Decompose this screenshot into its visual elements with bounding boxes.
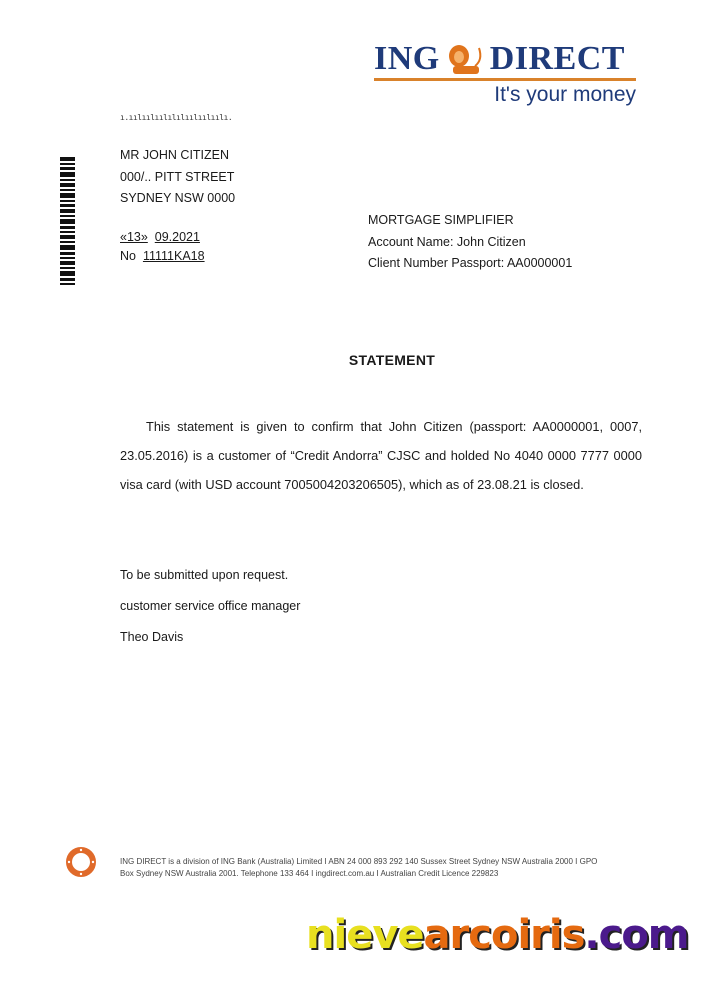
recipient-address xyxy=(120,145,235,210)
vertical-barcode xyxy=(60,157,75,285)
watermark-part-1: nieve xyxy=(306,912,424,958)
signatory-title: customer service office manager xyxy=(120,599,301,613)
footer-line-1: ING DIRECT is a division of ING Bank (Australia) Limited I ABN 24 000 893 292 140 Sussex Street Sydney NSW Australia 2000 I GPO xyxy=(120,857,598,866)
statement-body xyxy=(120,412,642,499)
recipient-city: SYDNEY NSW 0000 xyxy=(120,191,236,205)
footer-line-2: Box Sydney NSW Australia 2001. Telephone 133 464 I ingdirect.com.au I Australian Credit Licence 229823 xyxy=(120,869,499,878)
account-name: Account Name: John Citizen xyxy=(368,234,526,249)
ing-direct-logo xyxy=(374,40,638,107)
watermark-part-3: .com xyxy=(584,912,689,958)
statement-text: This statement is given to confirm that John Citizen (passport: AA0000001, 0007, 23.05.2016) is a customer of “Credit Andorra” CJSC and holded No 4040 0000 7777 0000 visa card (with USD account 7005004203206505), which as of 23.08.21 is closed. xyxy=(120,419,642,492)
brand-direct: DIRECT xyxy=(489,40,625,77)
document-reference xyxy=(120,228,205,266)
closing-block xyxy=(120,560,300,653)
tagline: It's your money xyxy=(494,83,636,106)
ref-month-year: 09.2021 xyxy=(154,230,200,244)
statement-title: STATEMENT xyxy=(348,352,436,368)
watermark-part-2: arcoiris xyxy=(423,912,585,958)
client-number: Client Number Passport: AA0000001 xyxy=(368,256,573,270)
closing-note: To be submitted upon request. xyxy=(120,568,289,582)
product-name: MORTGAGE SIMPLIFIER xyxy=(368,213,514,227)
recipient-street: 000/.. PITT STREET xyxy=(120,169,235,184)
ring-icon xyxy=(65,846,97,878)
ref-no-value: 11111KA18 xyxy=(142,249,205,263)
signatory-name: Theo Davis xyxy=(120,630,184,644)
ref-no-label: No xyxy=(120,249,136,263)
logo-divider xyxy=(374,78,636,81)
account-details xyxy=(368,210,572,275)
ref-day: «13» xyxy=(120,230,148,244)
postal-barcode: ı.ıılıılıılılılıılıılıılı. xyxy=(120,113,233,122)
brand-ing: ING xyxy=(374,40,440,77)
recipient-name: MR JOHN CITIZEN xyxy=(120,148,230,162)
watermark xyxy=(306,912,688,958)
lion-icon xyxy=(445,42,485,76)
footer-legal xyxy=(120,856,650,880)
